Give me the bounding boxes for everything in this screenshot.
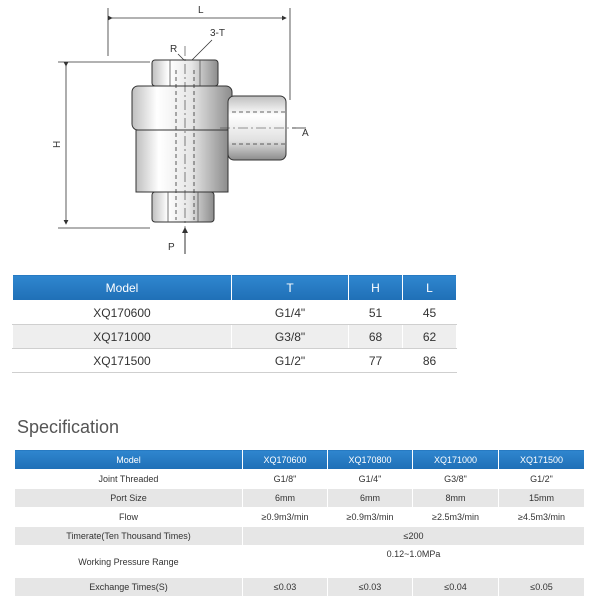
cell-value: 6mm (243, 489, 328, 508)
cell-l: 86 (403, 349, 457, 373)
cell-h: 51 (349, 301, 403, 325)
cell-value: ≥0.9m3/min (328, 508, 413, 527)
row-label: Joint Threaded (15, 470, 243, 489)
col-header-t: T (232, 275, 349, 301)
label-l: L (198, 5, 204, 16)
cell-value: G1/4" (328, 470, 413, 489)
col-header-model: Model (13, 275, 232, 301)
cell-value: G1/8" (243, 470, 328, 489)
spec-row-timerate (15, 527, 585, 546)
spec-row-exchange-times (15, 578, 585, 597)
cell-model: XQ171000 (13, 325, 232, 349)
cell-value: 15mm (499, 489, 585, 508)
table-row (13, 301, 457, 325)
spec-row-working-pressure (15, 546, 585, 578)
label-a: A (302, 128, 309, 139)
cell-h: 68 (349, 325, 403, 349)
dimension-table (12, 274, 457, 373)
label-3t: 3-T (210, 28, 225, 39)
table-row (13, 349, 457, 373)
specification-header (15, 450, 585, 470)
cell-l: 45 (403, 301, 457, 325)
label-p: P (168, 242, 175, 253)
row-label: Flow (15, 508, 243, 527)
row-label: Exchange Times(S) (15, 578, 243, 597)
inlet-p (168, 228, 185, 254)
col-header-xq170800: XQ170800 (328, 450, 413, 470)
cell-model: XQ170600 (13, 301, 232, 325)
col-header-model: Model (15, 450, 243, 470)
col-header-l: L (403, 275, 457, 301)
cell-value: ≥0.9m3/min (243, 508, 328, 527)
col-header-xq171000: XQ171000 (413, 450, 499, 470)
label-r: R (170, 44, 178, 55)
dimension-table-header (13, 275, 457, 301)
cell-model: XQ171500 (13, 349, 232, 373)
side-port-a (220, 96, 309, 160)
cell-value: G3/8" (413, 470, 499, 489)
col-header-xq171500: XQ171500 (499, 450, 585, 470)
row-label: Working Pressure Range (15, 546, 243, 578)
cell-l: 62 (403, 325, 457, 349)
cell-value: ≤0.03 (328, 578, 413, 597)
table-row (13, 325, 457, 349)
cell-h: 77 (349, 349, 403, 373)
valve-technical-drawing (40, 0, 370, 268)
cell-value: ≤0.04 (413, 578, 499, 597)
row-label: Port Size (15, 489, 243, 508)
cell-value: 0.12~1.0MPa (243, 546, 585, 578)
specification-table (14, 449, 585, 597)
cell-value: ≤0.03 (243, 578, 328, 597)
specification-title: Specification (17, 417, 120, 437)
col-header-xq170600: XQ170600 (243, 450, 328, 470)
row-label: Timerate(Ten Thousand Times) (15, 527, 243, 546)
cell-value: 6mm (328, 489, 413, 508)
spec-row-port-size (15, 489, 585, 508)
cell-value: ≥4.5m3/min (499, 508, 585, 527)
cell-value: ≤200 (243, 527, 585, 546)
valve-drawing-svg (40, 0, 370, 268)
cell-value: 8mm (413, 489, 499, 508)
cell-value: G1/2" (499, 470, 585, 489)
spec-row-flow (15, 508, 585, 527)
cell-t: G3/8" (232, 325, 349, 349)
label-h: H (52, 140, 63, 148)
spec-row-joint-threaded (15, 470, 585, 489)
col-header-h: H (349, 275, 403, 301)
cell-value: ≥2.5m3/min (413, 508, 499, 527)
cell-t: G1/2" (232, 349, 349, 373)
cell-value: ≤0.05 (499, 578, 585, 597)
cell-t: G1/4" (232, 301, 349, 325)
